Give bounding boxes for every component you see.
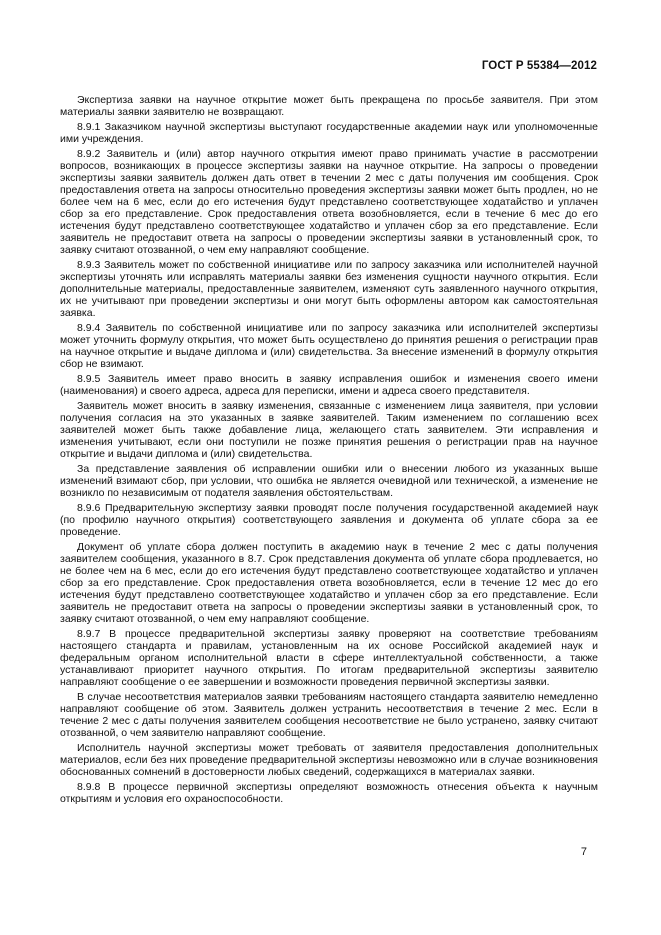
paragraph: В случае несоответствия материалов заявки требованиям настоящего стандарта заявителю немедленно направляют сообщение об этом. Заявитель должен устранить несоответствия в течение 2 мес. Если в течение 2 мес с даты получения заявителем сообщения несоответствие не было устранено, заявку считают отозванной, о чем заявителю направляют сообщение. bbox=[60, 690, 598, 740]
paragraph: Экспертиза заявки на научное открытие может быть прекращена по просьбе заявителя. При этом материалы заявки заявителю не возвращают. bbox=[60, 94, 598, 119]
paragraph: Документ об уплате сбора должен поступить в академию наук в течение 2 мес с даты получения заявителем сообщения, указанного в 8.7. Срок представления документа об уплате сбора продлевается, но не более чем на 6 мес, если до его истечения будут представлено соответствующее ходатайство и уплачен сбор за его представление. Срок предоставления ответа возобновляется, если в течение 12 мес до его истечения будут представлено соответствующее ходатайство и уплачен сбор за его представление. Если заявитель не предоставит ответа на запросы о проведении экспертизы заявки в установленный срок, то заявку считают отозванной, о чем ему направляют сообщение. bbox=[60, 540, 598, 626]
body-text bbox=[60, 94, 598, 808]
standard-designation: ГОСТ Р 55384—2012 bbox=[481, 60, 597, 72]
paragraph: За представление заявления об исправлении ошибки или о внесении любого из указанных выше изменений взимают сбор, при условии, что ошибка не является очевидной или технической, а изменение не возникло по независимым от подателя заявления обстоятельствам. bbox=[60, 462, 598, 500]
paragraph: 8.9.5 Заявитель имеет право вносить в заявку исправления ошибок и изменения своего имени (наименования) и своего адреса, адреса для переписки, имени и адреса своего представителя. bbox=[60, 373, 598, 398]
paragraph: Исполнитель научной экспертизы может требовать от заявителя предоставления дополнительных материалов, если без них проведение предварительной экспертизы невозможно или в случае возникновения обоснованных сомнений в достоверности любых сведений, содержащихся в материалах заявки. bbox=[60, 741, 598, 779]
paragraph: 8.9.2 Заявитель и (или) автор научного открытия имеют право принимать участие в рассмотрении вопросов, возникающих в процессе экспертизы заявки на научное открытие. На запросы о проведении экспертизы заявки заявитель должен дать ответ в течении 2 мес с даты получения им сообщения. Срок предоставления ответа на запросы относительно проведения экспертизы заявки может быть продлен, но не более чем на 6 мес, если до его истечения будут представлено соответствующее ходатайство и уплачен сбор за его представление. Срок предоставления ответа возобновляется, если в течение 6 мес до его истечения будут представлено соответствующее ходатайство и уплачен сбор за его представление. Если заявитель не предоставит ответа на запросы о проведении экспертизы заявки в установленный срок, то заявку считают отозванной, о чем ему направляют сообщение. bbox=[60, 147, 598, 257]
paragraph: 8.9.1 Заказчиком научной экспертизы выступают государственные академии наук или уполномоченные ими учреждения. bbox=[60, 120, 598, 145]
paragraph: 8.9.4 Заявитель по собственной инициативе или по запросу заказчика или исполнителей экспертизы может уточнить формулу открытия, что может быть осуществлено до принятия решения о регистрации прав на научное открытие и выдаче диплома и (или) свидетельства. За внесение изменений в формулу открытия сбор не взимают. bbox=[60, 322, 598, 371]
paragraph: 8.9.7 В процессе предварительной экспертизы заявку проверяют на соответствие требованиям настоящего стандарта и правилам, установленным на их основе Российской академией наук и федеральным органом исполнительной власти в сфере интеллектуальной собственности, а также устанавливают приоритет научного открытия. По итогам предварительной экспертизы заявителю направляют сообщение о ее завершении и возможности проведения первичной экспертизы заявки. bbox=[60, 627, 598, 689]
paragraph: 8.9.6 Предварительную экспертизу заявки проводят после получения государственной академией наук (по профилю научного открытия) соответствующего заявления и документа об уплате сбора за ее проведение. bbox=[60, 501, 598, 538]
paragraph: 8.9.3 Заявитель может по собственной инициативе или по запросу заказчика или исполнителей научной экспертизы уточнять или исправлять материалы заявки без изменения сущности научного открытия. Если дополнительные материалы, предоставленные заявителем, изменяют суть заявленного научного открытия, их не учитывают при проведении экспертизы и они могут быть оформлены автором как самостоятельная заявка. bbox=[60, 259, 598, 320]
paragraph: Заявитель может вносить в заявку изменения, связанные с изменением лица заявителя, при условии получения согласия на это указанных в заявке заявителей. Таким изменением по соглашению всех заявителей может быть также добавление лица, желающего стать заявителем. Эти исправления и изменения учитывают, если они поступили не позже принятия решения о регистрации прав на научное открытие и выдачи диплома и (или) свидетельства. bbox=[60, 399, 598, 461]
page-number: 7 bbox=[580, 846, 587, 858]
paragraph: 8.9.8 В процессе первичной экспертизы определяют возможность отнесения объекта к научным открытиям и условия его охраноспособности. bbox=[60, 780, 598, 805]
